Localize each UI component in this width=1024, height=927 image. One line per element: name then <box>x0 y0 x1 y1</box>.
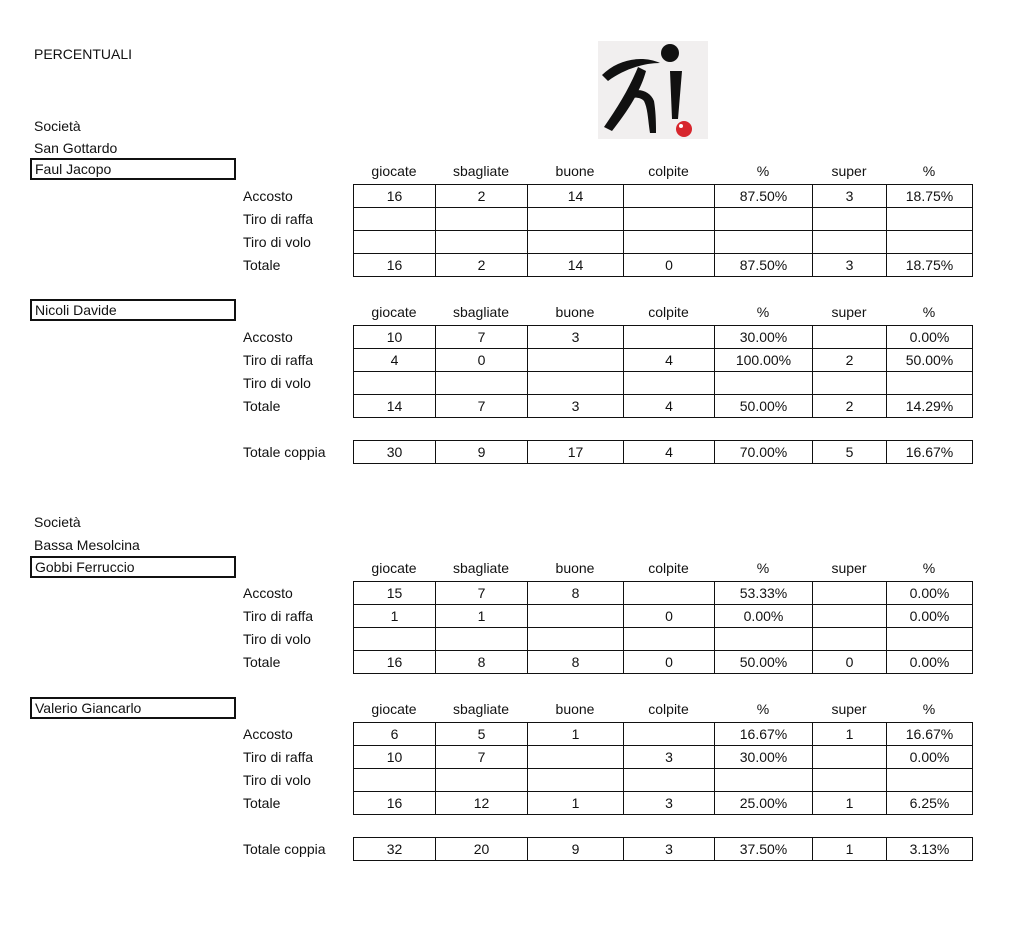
pair-total-cell: 9 <box>435 440 528 464</box>
table-cell: 3 <box>812 253 887 277</box>
table-cell <box>435 768 528 792</box>
table-cell: 3 <box>812 184 887 208</box>
table-cell: 8 <box>527 581 624 605</box>
table-cell: 50.00% <box>714 650 813 674</box>
column-header: sbagliate <box>452 701 510 717</box>
table-cell <box>353 207 436 231</box>
column-header: colpite <box>648 560 689 576</box>
table-cell: 0.00% <box>886 325 973 349</box>
table-cell: 0 <box>812 650 887 674</box>
table-cell: 14 <box>527 184 624 208</box>
logo <box>598 41 708 139</box>
column-header: % <box>922 701 936 717</box>
column-header: sbagliate <box>452 560 510 576</box>
column-header: % <box>756 560 770 576</box>
pair-total-cell: 20 <box>435 837 528 861</box>
society-name: Bassa Mesolcina <box>34 537 140 553</box>
table-cell: 12 <box>435 791 528 815</box>
table-cell <box>623 627 715 651</box>
table-cell: 7 <box>435 581 528 605</box>
table-cell: 3 <box>623 745 715 769</box>
table-cell <box>527 745 624 769</box>
table-cell <box>714 207 813 231</box>
pair-total-cell: 3 <box>623 837 715 861</box>
player-name-box: Faul Jacopo <box>30 158 236 180</box>
row-label: Tiro di volo <box>243 631 311 647</box>
table-cell <box>886 207 973 231</box>
table-cell: 10 <box>353 325 436 349</box>
row-label: Totale <box>243 654 281 670</box>
table-cell: 16.67% <box>886 722 973 746</box>
pair-total-cell: 37.50% <box>714 837 813 861</box>
table-cell <box>353 627 436 651</box>
row-label: Tiro di raffa <box>243 211 314 227</box>
column-header: giocate <box>371 163 417 179</box>
table-cell: 0 <box>623 253 715 277</box>
society-name: San Gottardo <box>34 140 118 156</box>
table-cell <box>886 371 973 395</box>
table-cell: 2 <box>812 348 887 372</box>
table-cell: 5 <box>435 722 528 746</box>
column-header: buone <box>555 304 595 320</box>
table-cell <box>623 581 715 605</box>
pair-total-cell: 3.13% <box>886 837 973 861</box>
table-cell: 16 <box>353 253 436 277</box>
column-header: % <box>922 560 936 576</box>
table-cell <box>812 768 887 792</box>
row-label: Tiro di raffa <box>243 352 314 368</box>
column-header: colpite <box>648 304 689 320</box>
table-cell: 3 <box>527 325 624 349</box>
table-cell <box>435 627 528 651</box>
table-cell <box>623 722 715 746</box>
row-label: Totale <box>243 398 281 414</box>
column-header: % <box>756 304 770 320</box>
table-cell <box>812 230 887 254</box>
table-cell: 4 <box>623 394 715 418</box>
table-cell <box>623 207 715 231</box>
table-cell <box>527 371 624 395</box>
pair-total-cell: 5 <box>812 440 887 464</box>
table-cell: 3 <box>623 791 715 815</box>
table-cell <box>714 371 813 395</box>
table-cell: 2 <box>812 394 887 418</box>
table-cell <box>886 768 973 792</box>
pair-total-cell: 32 <box>353 837 436 861</box>
row-label: Tiro di raffa <box>243 749 314 765</box>
table-cell: 100.00% <box>714 348 813 372</box>
column-header: % <box>922 304 936 320</box>
column-header: super <box>831 560 867 576</box>
table-cell <box>435 207 528 231</box>
table-cell <box>623 230 715 254</box>
column-header: super <box>831 701 867 717</box>
table-cell: 2 <box>435 253 528 277</box>
pair-total-cell: 70.00% <box>714 440 813 464</box>
table-cell: 18.75% <box>886 253 973 277</box>
table-cell <box>886 627 973 651</box>
table-cell: 6 <box>353 722 436 746</box>
row-label: Tiro di raffa <box>243 608 314 624</box>
table-cell: 14 <box>353 394 436 418</box>
row-label: Tiro di volo <box>243 234 311 250</box>
row-label: Tiro di volo <box>243 772 311 788</box>
table-cell: 50.00% <box>714 394 813 418</box>
row-label: Accosto <box>243 188 293 204</box>
row-label: Accosto <box>243 329 293 345</box>
table-cell: 8 <box>435 650 528 674</box>
table-cell <box>812 207 887 231</box>
table-cell: 16 <box>353 184 436 208</box>
column-header: giocate <box>371 560 417 576</box>
column-header: buone <box>555 560 595 576</box>
column-header: super <box>831 304 867 320</box>
table-cell: 0.00% <box>714 604 813 628</box>
row-label: Accosto <box>243 585 293 601</box>
column-header: colpite <box>648 163 689 179</box>
table-cell: 14 <box>527 253 624 277</box>
table-cell <box>527 768 624 792</box>
pair-total-label: Totale coppia <box>243 841 326 857</box>
pair-total-label: Totale coppia <box>243 444 326 460</box>
table-cell: 1 <box>812 722 887 746</box>
pair-total-cell: 9 <box>527 837 624 861</box>
table-cell: 1 <box>527 722 624 746</box>
table-cell: 25.00% <box>714 791 813 815</box>
page-title: PERCENTUALI <box>34 46 133 62</box>
bocce-player-icon <box>598 41 708 139</box>
table-cell: 0 <box>435 348 528 372</box>
table-cell <box>435 371 528 395</box>
table-cell: 7 <box>435 745 528 769</box>
column-header: colpite <box>648 701 689 717</box>
table-cell: 1 <box>435 604 528 628</box>
table-cell <box>812 627 887 651</box>
player-name-box: Valerio Giancarlo <box>30 697 236 719</box>
table-cell <box>353 371 436 395</box>
table-cell: 7 <box>435 325 528 349</box>
table-cell <box>353 230 436 254</box>
column-header: giocate <box>371 304 417 320</box>
table-cell: 0 <box>623 650 715 674</box>
table-cell: 0 <box>623 604 715 628</box>
pair-total-cell: 30 <box>353 440 436 464</box>
table-cell: 6.25% <box>886 791 973 815</box>
column-header: % <box>756 701 770 717</box>
table-cell: 15 <box>353 581 436 605</box>
table-cell: 7 <box>435 394 528 418</box>
column-header: buone <box>555 163 595 179</box>
table-cell: 3 <box>527 394 624 418</box>
table-cell: 16.67% <box>714 722 813 746</box>
table-cell <box>812 325 887 349</box>
table-cell: 16 <box>353 791 436 815</box>
table-cell <box>714 768 813 792</box>
pair-total-cell: 1 <box>812 837 887 861</box>
column-header: % <box>922 163 936 179</box>
table-cell <box>623 184 715 208</box>
table-cell <box>812 581 887 605</box>
column-header: sbagliate <box>452 163 510 179</box>
column-header: buone <box>555 701 595 717</box>
table-cell <box>435 230 528 254</box>
table-cell <box>886 230 973 254</box>
column-header: super <box>831 163 867 179</box>
table-cell: 2 <box>435 184 528 208</box>
table-cell <box>812 745 887 769</box>
table-cell: 1 <box>812 791 887 815</box>
table-cell: 53.33% <box>714 581 813 605</box>
society-label: Società <box>34 514 81 530</box>
pair-total-cell: 4 <box>623 440 715 464</box>
table-cell: 4 <box>623 348 715 372</box>
table-cell <box>812 604 887 628</box>
player-name-box: Gobbi Ferruccio <box>30 556 236 578</box>
table-cell <box>527 627 624 651</box>
table-cell <box>714 627 813 651</box>
pair-total-cell: 16.67% <box>886 440 973 464</box>
table-cell: 16 <box>353 650 436 674</box>
column-header: sbagliate <box>452 304 510 320</box>
table-cell: 10 <box>353 745 436 769</box>
table-cell: 30.00% <box>714 745 813 769</box>
table-cell <box>623 371 715 395</box>
table-cell: 18.75% <box>886 184 973 208</box>
society-label: Società <box>34 118 81 134</box>
table-cell: 0.00% <box>886 650 973 674</box>
table-cell <box>527 604 624 628</box>
table-cell <box>527 348 624 372</box>
table-cell: 1 <box>527 791 624 815</box>
table-cell <box>623 768 715 792</box>
table-cell: 50.00% <box>886 348 973 372</box>
table-cell: 87.50% <box>714 253 813 277</box>
table-cell: 14.29% <box>886 394 973 418</box>
table-cell: 0.00% <box>886 604 973 628</box>
table-cell: 87.50% <box>714 184 813 208</box>
column-header: % <box>756 163 770 179</box>
table-cell: 0.00% <box>886 581 973 605</box>
table-cell <box>527 230 624 254</box>
table-cell: 8 <box>527 650 624 674</box>
row-label: Totale <box>243 257 281 273</box>
table-cell <box>623 325 715 349</box>
table-cell: 30.00% <box>714 325 813 349</box>
table-cell: 4 <box>353 348 436 372</box>
column-header: giocate <box>371 701 417 717</box>
table-cell <box>353 768 436 792</box>
table-cell <box>527 207 624 231</box>
row-label: Accosto <box>243 726 293 742</box>
table-cell: 0.00% <box>886 745 973 769</box>
player-name-box: Nicoli Davide <box>30 299 236 321</box>
row-label: Tiro di volo <box>243 375 311 391</box>
table-cell: 1 <box>353 604 436 628</box>
pair-total-cell: 17 <box>527 440 624 464</box>
row-label: Totale <box>243 795 281 811</box>
table-cell <box>714 230 813 254</box>
table-cell <box>812 371 887 395</box>
